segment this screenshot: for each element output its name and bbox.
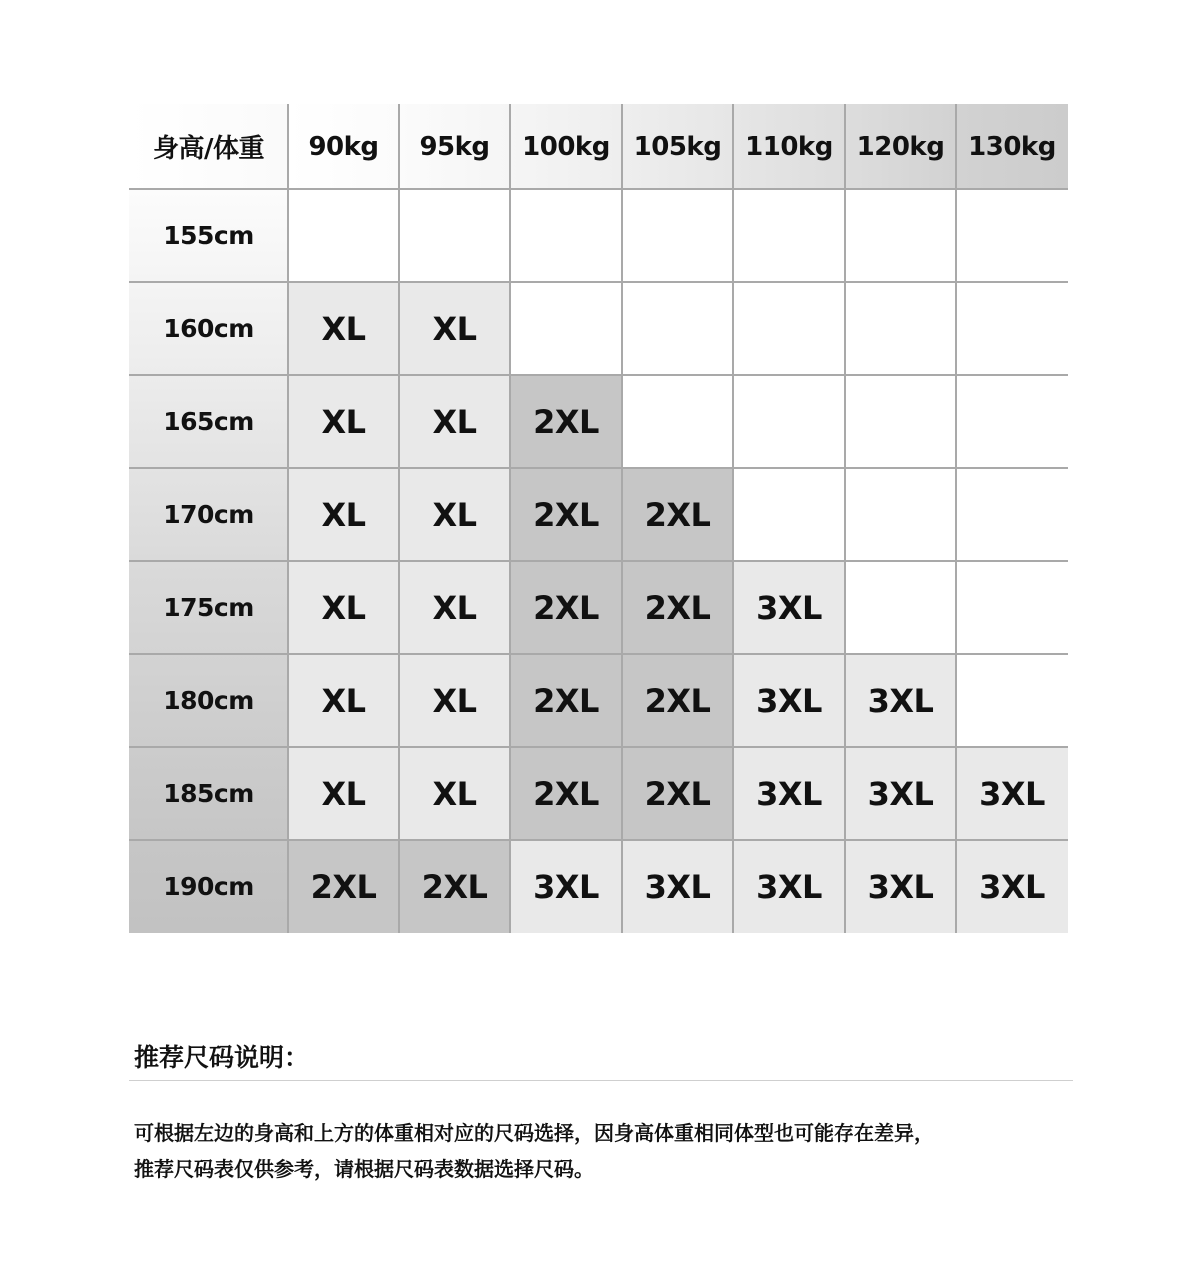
- height-header: 190cm: [129, 840, 288, 933]
- weight-header: 120kg: [845, 104, 956, 189]
- size-cell: XL: [288, 468, 399, 561]
- grid-line: [621, 104, 623, 933]
- note-title: 推荐尺码说明：: [134, 1043, 310, 1072]
- size-cell: XL: [399, 654, 510, 747]
- size-cell: XL: [288, 654, 399, 747]
- empty-cell: [956, 468, 1068, 561]
- empty-cell: [733, 189, 845, 282]
- weight-header: 110kg: [733, 104, 845, 189]
- height-header: 180cm: [129, 654, 288, 747]
- grid-line: [955, 104, 957, 933]
- size-cell: 3XL: [733, 840, 845, 933]
- size-cell: XL: [399, 561, 510, 654]
- size-cell: XL: [288, 747, 399, 840]
- weight-header: 105kg: [622, 104, 733, 189]
- height-header: 160cm: [129, 282, 288, 375]
- empty-cell: [733, 375, 845, 468]
- size-cell: 2XL: [510, 468, 622, 561]
- height-header: 175cm: [129, 561, 288, 654]
- note-body: [134, 1115, 1074, 1187]
- empty-cell: [845, 189, 956, 282]
- grid-line: [398, 104, 400, 933]
- size-cell: 2XL: [510, 375, 622, 468]
- empty-cell: [956, 375, 1068, 468]
- size-cell: 2XL: [622, 654, 733, 747]
- corner-header: 身高/体重: [129, 104, 288, 189]
- empty-cell: [510, 189, 622, 282]
- size-cell: 2XL: [510, 747, 622, 840]
- size-cell: XL: [288, 561, 399, 654]
- grid-line: [129, 839, 1068, 841]
- grid-line: [129, 653, 1068, 655]
- weight-header: 130kg: [956, 104, 1068, 189]
- size-cell: 2XL: [622, 561, 733, 654]
- note-divider: [129, 1080, 1073, 1081]
- size-cell: 2XL: [510, 654, 622, 747]
- empty-cell: [399, 189, 510, 282]
- empty-cell: [622, 375, 733, 468]
- size-cell: XL: [399, 282, 510, 375]
- size-cell: XL: [288, 375, 399, 468]
- grid-line: [732, 104, 734, 933]
- note-line-1: 可根据左边的身高和上方的体重相对应的尺码选择，因身高体重相同体型也可能存在差异，: [134, 1121, 934, 1145]
- height-header: 170cm: [129, 468, 288, 561]
- size-cell: XL: [399, 468, 510, 561]
- empty-cell: [845, 375, 956, 468]
- empty-cell: [845, 468, 956, 561]
- grid-line: [509, 104, 511, 933]
- size-cell: 3XL: [733, 747, 845, 840]
- empty-cell: [622, 189, 733, 282]
- grid-line: [129, 281, 1068, 283]
- size-cell: 2XL: [510, 561, 622, 654]
- size-cell: 3XL: [733, 561, 845, 654]
- weight-header: 95kg: [399, 104, 510, 189]
- size-cell: 3XL: [845, 747, 956, 840]
- size-cell: XL: [399, 747, 510, 840]
- grid-line: [844, 104, 846, 933]
- empty-cell: [956, 561, 1068, 654]
- empty-cell: [288, 189, 399, 282]
- size-cell: 3XL: [845, 840, 956, 933]
- grid-line: [129, 746, 1068, 748]
- size-cell: XL: [288, 282, 399, 375]
- note-line-2: 推荐尺码表仅供参考，请根据尺码表数据选择尺码。: [134, 1157, 594, 1181]
- size-cell: 2XL: [399, 840, 510, 933]
- empty-cell: [845, 282, 956, 375]
- size-cell: 2XL: [622, 747, 733, 840]
- weight-header: 100kg: [510, 104, 622, 189]
- size-cell: 3XL: [733, 654, 845, 747]
- size-cell: 3XL: [956, 747, 1068, 840]
- empty-cell: [510, 282, 622, 375]
- height-header: 185cm: [129, 747, 288, 840]
- grid-line: [287, 104, 289, 933]
- empty-cell: [733, 282, 845, 375]
- empty-cell: [956, 282, 1068, 375]
- grid-line: [129, 467, 1068, 469]
- size-cell: 3XL: [510, 840, 622, 933]
- size-cell: 3XL: [622, 840, 733, 933]
- grid-line: [129, 188, 1068, 190]
- size-cell: 2XL: [622, 468, 733, 561]
- empty-cell: [956, 654, 1068, 747]
- empty-cell: [845, 561, 956, 654]
- empty-cell: [733, 468, 845, 561]
- size-chart-table: [129, 104, 1068, 933]
- empty-cell: [622, 282, 733, 375]
- empty-cell: [956, 189, 1068, 282]
- size-cell: 2XL: [288, 840, 399, 933]
- grid-line: [129, 374, 1068, 376]
- weight-header: 90kg: [288, 104, 399, 189]
- height-header: 155cm: [129, 189, 288, 282]
- size-cell: 3XL: [956, 840, 1068, 933]
- grid-line: [129, 560, 1068, 562]
- size-cell: XL: [399, 375, 510, 468]
- size-cell: 3XL: [845, 654, 956, 747]
- height-header: 165cm: [129, 375, 288, 468]
